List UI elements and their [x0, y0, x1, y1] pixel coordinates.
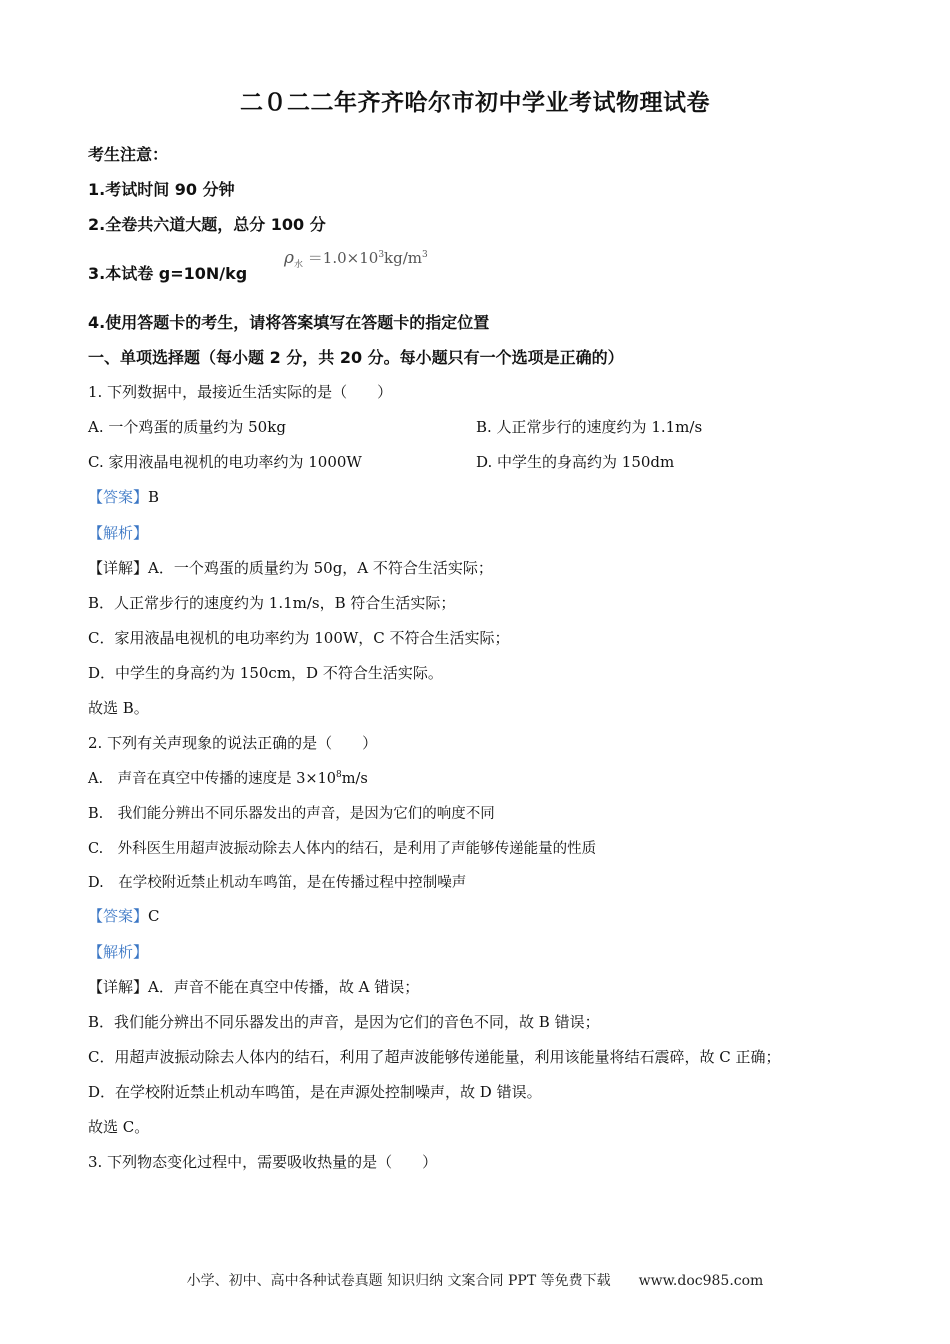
detail-text: D．中学生的身高约为 150cm，D 不符合生活实际。: [88, 664, 443, 682]
answer-value: C: [148, 907, 160, 925]
conclusion: 故选 C。: [88, 1118, 150, 1136]
option-c: C. 外科医生用超声波振动除去人体内的结石，是利用了声能够传递能量的性质: [88, 841, 597, 857]
notice-item: 4.使用答题卡的考生，请将答案填写在答题卡的指定位置: [88, 313, 490, 332]
notice-item: 2.全卷共六道大题，总分 100 分: [88, 215, 326, 234]
option-d: D. 中学生的身高约为 150dm: [476, 453, 675, 471]
conclusion: 故选 B。: [88, 699, 149, 717]
answer-tag: 【答案】: [88, 488, 149, 506]
page-footer: 小学、初中、高中各种试卷真题 知识归纳 文案合同 PPT 等免费下载 www.doc985.com: [186, 1273, 764, 1289]
detail-line: [88, 976, 419, 997]
rho-subscript: 水: [294, 260, 304, 270]
detail-tag: 【详解】: [88, 559, 149, 577]
section-heading: 一、单项选择题（每小题 2 分，共 20 分。每小题只有一个选项是正确的）: [88, 348, 624, 367]
option-c: C. 家用液晶电视机的电功率约为 1000W: [88, 453, 362, 471]
analysis-tag: 【解析】: [88, 943, 149, 961]
page-title: 二０二二年齐齐哈尔市初中学业考试物理试卷: [240, 90, 710, 116]
formula-exponent: 3: [378, 250, 385, 260]
detail-text: A．一个鸡蛋的质量约为 50g，A 不符合生活实际；: [148, 559, 493, 577]
detail-text: C．用超声波振动除去人体内的结石，利用了超声波能够传递能量，利用该能量将结石震碎，故 C 正确；: [88, 1048, 781, 1066]
detail-text: D．在学校附近禁止机动车鸣笛，是在声源处控制噪声，故 D 错误。: [88, 1083, 542, 1101]
option-a: [88, 767, 368, 788]
question-stem: 3. 下列物态变化过程中，需要吸收热量的是（ ）: [88, 1153, 438, 1171]
question-stem: 1. 下列数据中，最接近生活实际的是（ ）: [88, 383, 393, 401]
detail-text: C．家用液晶电视机的电功率约为 100W，C 不符合生活实际；: [88, 629, 510, 647]
detail-text: A．声音不能在真空中传播，故 A 错误；: [148, 978, 420, 996]
option-a-exponent: 8: [336, 770, 342, 781]
question-stem: 2. 下列有关声现象的说法正确的是（ ）: [88, 734, 378, 752]
option-a-text: A. 声音在真空中传播的速度是 3×10: [88, 771, 337, 787]
notice-item: 1.考试时间 90 分钟: [88, 180, 235, 199]
answer-value: B: [148, 488, 160, 506]
notice-heading: 考生注意：: [88, 145, 169, 164]
detail-line: [88, 557, 493, 578]
analysis-tag: 【解析】: [88, 524, 149, 542]
answer-tag: 【答案】: [88, 907, 149, 925]
formula-unit: kg/m: [384, 249, 423, 267]
answer-line: [88, 486, 159, 507]
detail-tag: 【详解】: [88, 978, 149, 996]
formula-unit-exponent: 3: [422, 250, 428, 260]
answer-line: [88, 905, 160, 926]
detail-text: B．我们能分辨出不同乐器发出的声音，是因为它们的音色不同，故 B 错误；: [88, 1013, 600, 1031]
formula-value: ＝1.0×10: [307, 249, 379, 267]
rho-symbol: ρ: [284, 248, 294, 268]
option-b: B. 人正常步行的速度约为 1.1m/s: [476, 418, 703, 436]
water-density-formula: [284, 247, 428, 270]
option-b: B. 我们能分辨出不同乐器发出的声音，是因为它们的响度不同: [88, 806, 495, 822]
detail-text: B．人正常步行的速度约为 1.1m/s，B 符合生活实际；: [88, 594, 456, 612]
notice-item: 3.本试卷 g=10N/kg: [88, 264, 248, 283]
option-a-unit: m/s: [341, 771, 368, 787]
option-d: D. 在学校附近禁止机动车鸣笛，是在传播过程中控制噪声: [88, 875, 467, 891]
option-a: A. 一个鸡蛋的质量约为 50kg: [88, 418, 286, 436]
